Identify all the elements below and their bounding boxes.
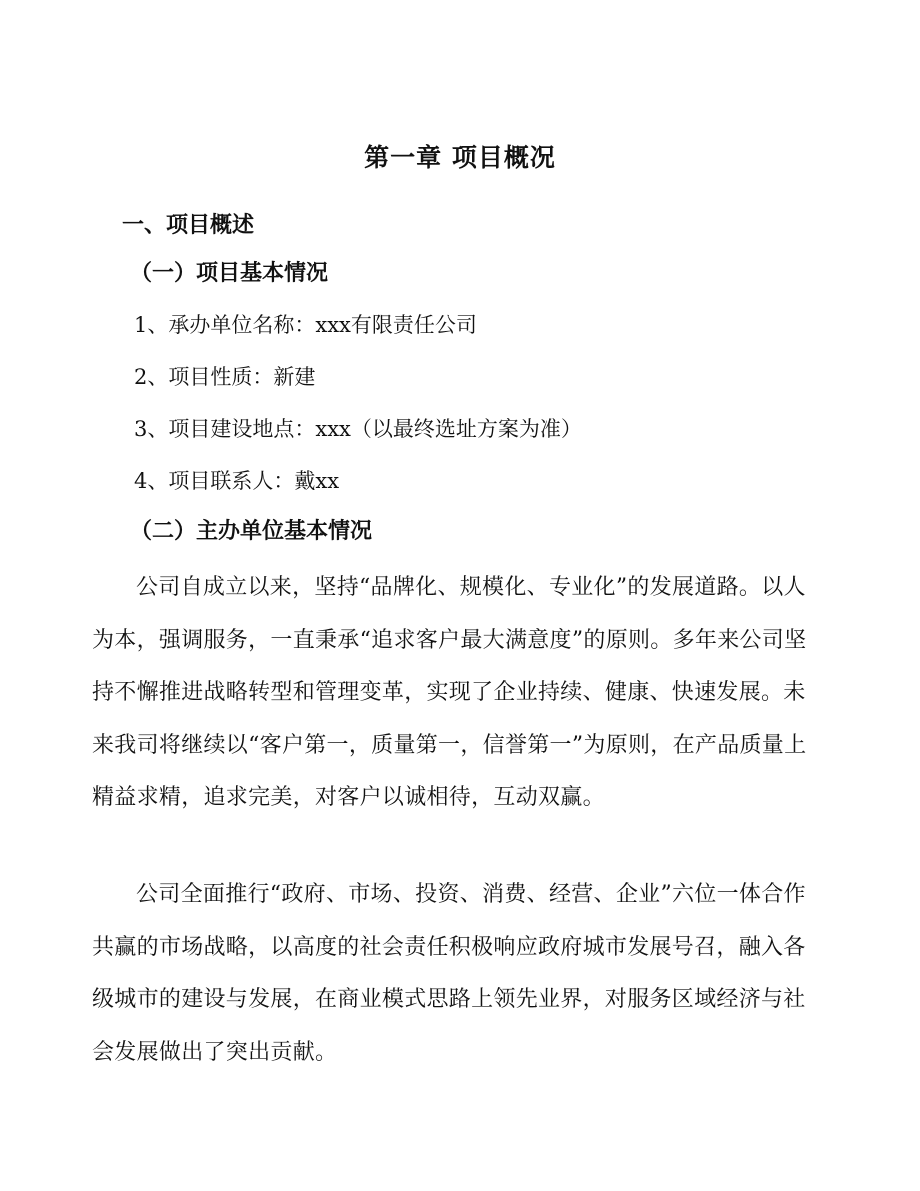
info-item-location: 3、项目建设地点：xxx（以最终选址方案为准）	[134, 417, 582, 441]
body-paragraph: 公司全面推行“政府、市场、投资、消费、经营、企业”六位一体合作共赢的市场战略，以高度的社会责任积极响应政府城市发展号召，融入各级城市的建设与发展，在商业模式思路上领先业界，对服务区域经济与社会发展做出了突出贡献。	[92, 882, 806, 1065]
section-heading: 一、项目概述	[122, 212, 255, 238]
body-paragraph: 公司自成立以来，坚持“品牌化、规模化、专业化”的发展道路。以人为本，强调服务，一直秉承“追求客户最大满意度”的原则。多年来公司坚持不懈推进战略转型和管理变革，实现了企业持续、健康、快速发展。未来我司将继续以“客户第一，质量第一，信誉第一”为原则，在产品质量上精益求精，追求完美，对客户以诚相待，互动双赢。	[92, 575, 807, 810]
info-item-contact: 4、项目联系人：戴xx	[134, 469, 340, 493]
chapter-title: 第一章 项目概况	[364, 143, 556, 172]
subsection-heading-host-info: （二）主办单位基本情况	[130, 518, 373, 544]
info-item-organizer: 1、承办单位名称：xxx有限责任公司	[134, 313, 477, 337]
info-item-nature: 2、项目性质：新建	[134, 365, 316, 389]
subsection-heading-basic-info: （一）项目基本情况	[130, 260, 329, 286]
